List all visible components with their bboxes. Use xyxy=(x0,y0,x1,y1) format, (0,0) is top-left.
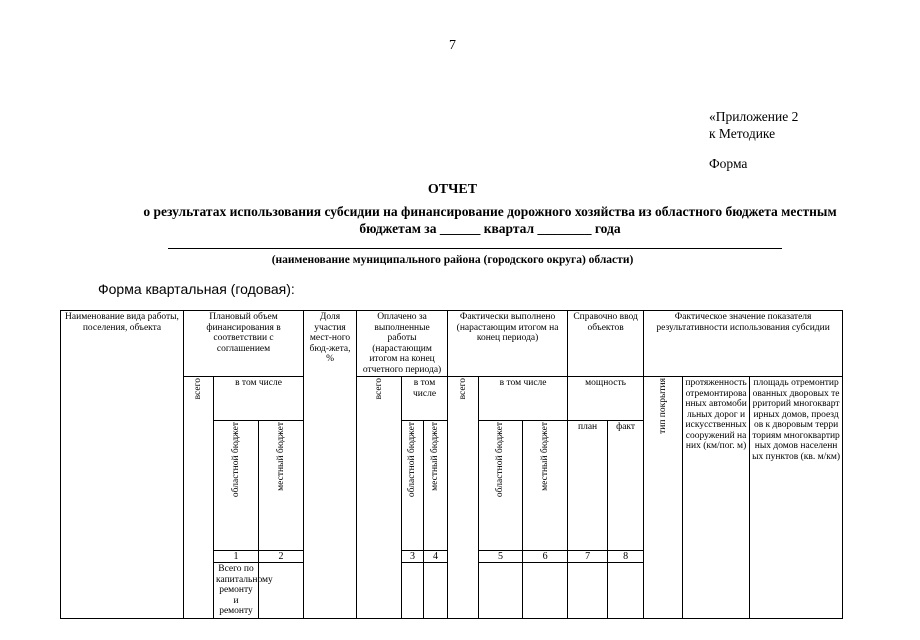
appendix-line-1: «Приложение 2 xyxy=(709,109,799,124)
page-number: 7 xyxy=(449,38,456,53)
municipality-caption: (наименование муниципального района (городского округа) области) xyxy=(271,254,634,266)
cell xyxy=(608,563,644,619)
paid-total xyxy=(357,377,402,619)
col-num-4: 4 xyxy=(424,551,448,563)
header-share: Доля участия мест-ного бюд-жета, % xyxy=(304,311,357,619)
col-num-1: 1 xyxy=(214,551,259,563)
report-title: ОТЧЕТ xyxy=(427,182,478,197)
col-num-7: 7 xyxy=(568,551,608,563)
col-num-2: 2 xyxy=(259,551,304,563)
cell xyxy=(259,563,304,619)
capacity-fact: факт xyxy=(608,421,644,551)
col-num-3: 3 xyxy=(402,551,424,563)
paid-incl: в том числе xyxy=(402,377,448,421)
header-done: Фактически выполнено (нарастающим итогом на конец периода) xyxy=(448,311,568,377)
paid-regional-label: областной бюджет xyxy=(407,422,418,498)
cover-type-label: тип покрытия xyxy=(657,378,668,434)
subtitle-line-2: бюджетам за ______ квартал ________ года xyxy=(359,221,621,236)
cell xyxy=(424,563,448,619)
cell xyxy=(568,563,608,619)
form-type-label: Форма квартальная (годовая): xyxy=(98,281,295,297)
plan-local-label: местный бюджет xyxy=(275,422,286,491)
done-total-label: всего xyxy=(457,378,468,400)
plan-regional xyxy=(214,421,259,551)
plan-total xyxy=(184,377,214,619)
header-fact-indicator: Фактическое значение показателя результативности использования субсидии xyxy=(644,311,843,377)
capacity-plan: план xyxy=(568,421,608,551)
done-incl: в том числе xyxy=(479,377,568,421)
cell xyxy=(479,563,523,619)
header-plan: Плановый объем финансирования в соответствии с соглашением xyxy=(184,311,304,377)
row-total-repair-label: Всего по капитальному ремонту и ремонту xyxy=(214,563,259,619)
paid-local-label: местный бюджет xyxy=(430,422,441,491)
col-num-5: 5 xyxy=(479,551,523,563)
capacity: мощность xyxy=(568,377,644,421)
plan-regional-label: областной бюджет xyxy=(230,422,241,498)
paid-local xyxy=(424,421,448,551)
cover-type xyxy=(644,377,683,619)
header-name: Наименование вида работы, поселения, объекта xyxy=(61,311,184,619)
done-local xyxy=(523,421,568,551)
col-num-8: 8 xyxy=(608,551,644,563)
done-regional xyxy=(479,421,523,551)
municipality-underline xyxy=(168,248,782,249)
form-label: Форма xyxy=(709,156,748,171)
paid-regional xyxy=(402,421,424,551)
done-total xyxy=(448,377,479,619)
done-regional-label: областной бюджет xyxy=(495,422,506,498)
appendix-note xyxy=(709,108,798,142)
report-subtitle xyxy=(60,203,920,237)
cell xyxy=(402,563,424,619)
plan-incl: в том числе xyxy=(214,377,304,421)
plan-total-label: всего xyxy=(193,378,204,400)
length-indicator: протяженность отремонтированных автомобильных дорог и искусственных сооружений на них (км/пог. м) xyxy=(683,377,750,619)
area-indicator: площадь отремонтированных дворовых территорий многоквартирных домов, проездов к дворовым территориям многоквартирных домов населенных пунктов (кв. м/км) xyxy=(750,377,843,619)
header-paid: Оплачено за выполненные работы (нарастающим итогом на конец отчетного периода) xyxy=(357,311,448,377)
header-reference: Справочно ввод объектов xyxy=(568,311,644,377)
done-local-label: местный бюджет xyxy=(539,422,550,491)
col-num-6: 6 xyxy=(523,551,568,563)
plan-local xyxy=(259,421,304,551)
report-table xyxy=(60,310,843,619)
appendix-line-2: к Методике xyxy=(709,126,776,141)
subtitle-line-1: о результатах использования субсидии на финансирование дорожного хозяйства из областного бюджета местным xyxy=(143,204,837,219)
cell xyxy=(523,563,568,619)
paid-total-label: всего xyxy=(373,378,384,400)
